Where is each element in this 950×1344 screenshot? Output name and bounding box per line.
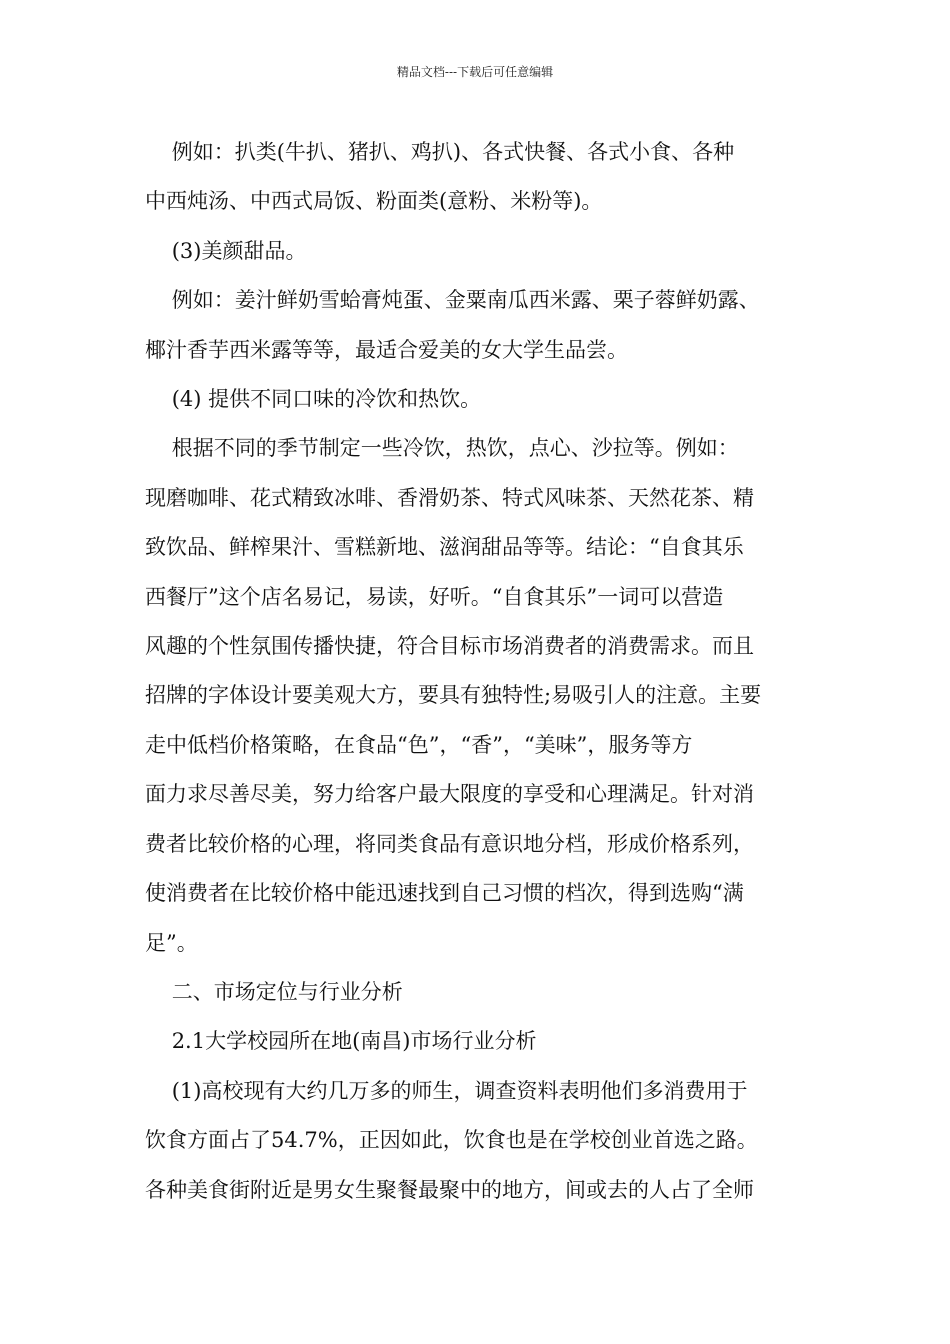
text-line: 西餐厅”这个店名易记，易读，好听。“自食其乐”一词可以营造 <box>145 584 724 609</box>
text-line: 走中低档价格策略，在食品“色”，“香”，“美味”，服务等方 <box>145 732 693 757</box>
subsection-heading: 2.1大学校园所在地(南昌)市场行业分析 <box>145 1029 537 1054</box>
text-line: 各种美食街附近是男女生聚餐最聚中的地方，间或去的人占了全师 <box>145 1177 754 1202</box>
text-line: 饮食方面占了54.7%，正因如此，饮食也是在学校创业首选之路。 <box>145 1128 758 1153</box>
text-line: 使消费者在比较价格中能迅速找到自己习惯的档次，得到选购“满 <box>145 881 744 906</box>
text-line: 例如：扒类(牛扒、猪扒、鸡扒)、各式快餐、各式小食、各种 <box>145 140 735 164</box>
text-line: 风趣的个性氛围传播快捷，符合目标市场消费者的消费需求。而且 <box>145 634 754 659</box>
text-line: 例如：姜汁鲜奶雪蛤膏炖蛋、金粟南瓜西米露、栗子蓉鲜奶露、 <box>145 288 760 313</box>
text-line: (4) 提供不同口味的冷饮和热饮。 <box>145 387 482 412</box>
text-line: 根据不同的季节制定一些冷饮，热饮，点心、沙拉等。例如： <box>145 436 739 461</box>
text-line: 现磨咖啡、花式精致冰啡、香滑奶茶、特式风味茶、天然花茶、精 <box>145 485 754 510</box>
body-text <box>145 128 810 1215</box>
page-header: 精品文档---下载后可任意编辑 <box>396 65 554 79</box>
text-line: 招牌的字体设计要美观大方，要具有独特性;易吸引人的注意。主要 <box>145 683 762 708</box>
text-line: 椰汁香芋西米露等等，最适合爱美的女大学生品尝。 <box>145 337 628 362</box>
section-heading: 二、市场定位与行业分析 <box>145 979 403 1004</box>
text-line: 足”。 <box>145 930 198 955</box>
text-line: 费者比较价格的心理，将同类食品有意识地分档，形成价格系列， <box>145 831 754 856</box>
text-line: (1)高校现有大约几万多的师生，调查资料表明他们多消费用于 <box>145 1078 748 1103</box>
text-line: 面力求尽善尽美，努力给客户最大限度的享受和心理满足。针对消 <box>145 782 754 807</box>
text-line: (3)美颜甜品。 <box>145 238 307 263</box>
text-line: 中西炖汤、中西式局饭、粉面类(意粉、米粉等)。 <box>145 189 603 214</box>
text-line: 致饮品、鲜榨果汁、雪糕新地、滋润甜品等等。结论：“自食其乐 <box>145 535 744 560</box>
